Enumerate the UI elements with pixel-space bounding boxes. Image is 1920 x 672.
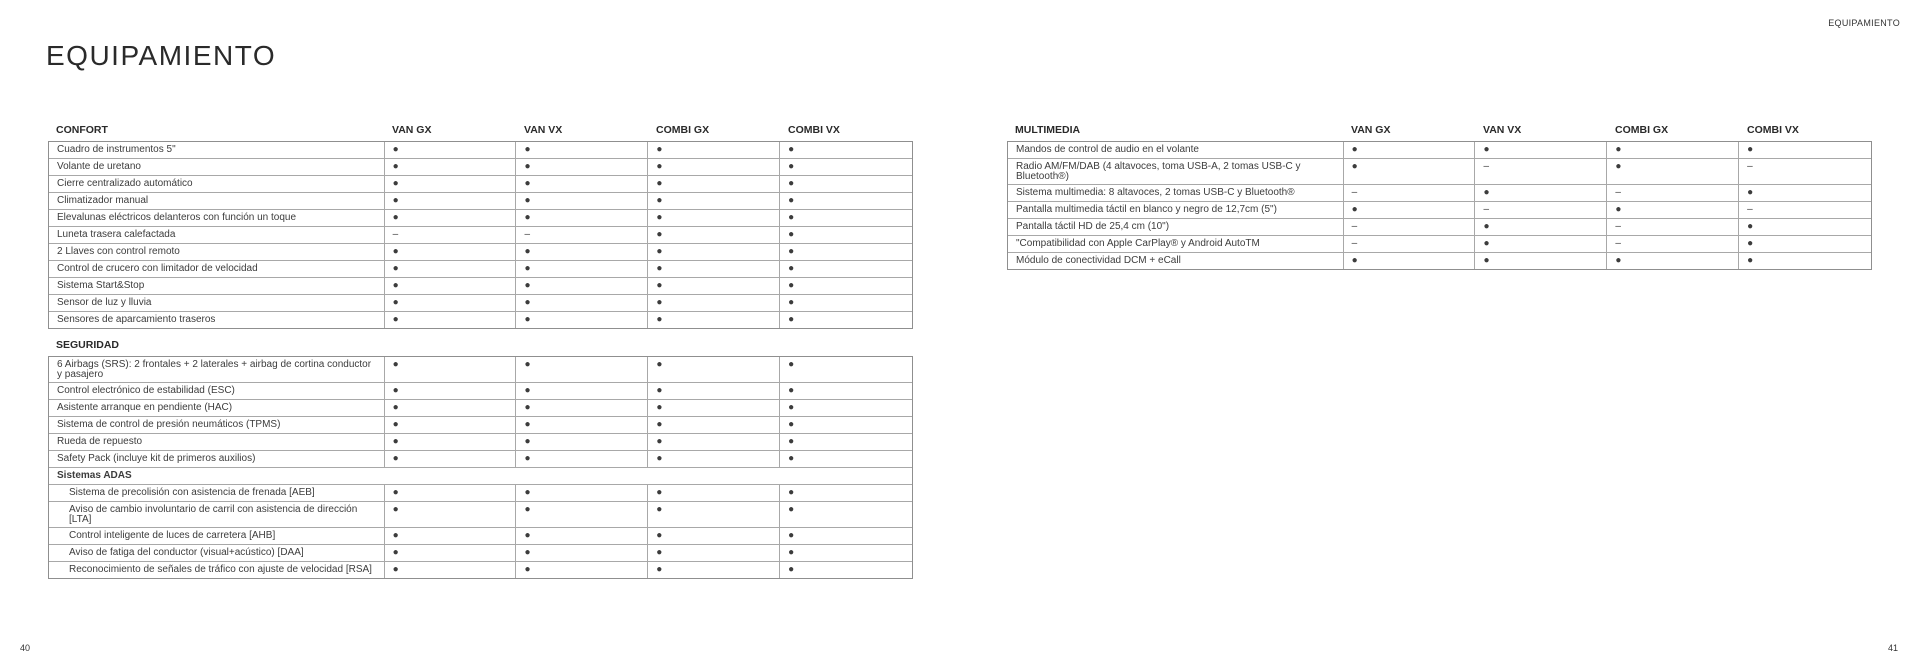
table-row bbox=[49, 544, 912, 561]
row-label: Climatizador manual bbox=[49, 193, 385, 209]
adas-title: Sistemas ADAS bbox=[57, 470, 132, 481]
row-label: Radio AM/FM/DAB (4 altavoces, toma USB-A, 2 tomas USB-C y Bluetooth®) bbox=[1008, 159, 1344, 184]
row-value: ● bbox=[516, 502, 648, 527]
row-value: – bbox=[1344, 236, 1476, 252]
row-value: ● bbox=[516, 278, 648, 294]
row-label: 2 Llaves con control remoto bbox=[49, 244, 385, 260]
table-row bbox=[49, 433, 912, 450]
row-value: ● bbox=[516, 357, 648, 382]
row-value: ● bbox=[648, 528, 780, 544]
row-value: ● bbox=[516, 528, 648, 544]
row-value: ● bbox=[788, 229, 795, 240]
right-page-tables bbox=[1007, 120, 1872, 270]
row-label: Control de crucero con limitador de velocidad bbox=[49, 261, 385, 277]
row-label: Sistema Start&Stop bbox=[49, 278, 385, 294]
row-label: Control inteligente de luces de carretera [AHB] bbox=[49, 528, 385, 544]
table-row bbox=[49, 192, 912, 209]
row-value: ● bbox=[516, 545, 648, 561]
row-value: ● bbox=[1607, 202, 1739, 218]
row-value: ● bbox=[1475, 142, 1607, 158]
row-label: Aviso de cambio involuntario de carril con asistencia de dirección [LTA] bbox=[49, 502, 385, 527]
page-number-left: 40 bbox=[20, 643, 31, 653]
row-value: – bbox=[1747, 161, 1753, 172]
row-value: ● bbox=[788, 280, 795, 291]
row-value: ● bbox=[648, 142, 780, 158]
row-value: ● bbox=[516, 434, 648, 450]
confort-title: CONFORT bbox=[56, 123, 108, 136]
row-value: ● bbox=[1475, 219, 1607, 235]
row-value: ● bbox=[648, 159, 780, 175]
page-title: EQUIPAMIENTO bbox=[46, 40, 277, 71]
left-page-tables bbox=[48, 120, 913, 579]
table-row bbox=[1008, 142, 1871, 158]
row-label: Asistente arranque en pendiente (HAC) bbox=[49, 400, 385, 416]
table-row bbox=[1008, 201, 1871, 218]
table-row bbox=[49, 484, 912, 501]
row-value: ● bbox=[1747, 144, 1754, 155]
row-label: Volante de uretano bbox=[49, 159, 385, 175]
multimedia-table bbox=[1007, 141, 1872, 270]
confort-table bbox=[48, 141, 913, 329]
row-value: ● bbox=[385, 502, 517, 527]
table-row bbox=[49, 527, 912, 544]
row-value: ● bbox=[1344, 142, 1476, 158]
row-label: Reconocimiento de señales de tráfico con ajuste de velocidad [RSA] bbox=[49, 562, 385, 578]
row-value: ● bbox=[1607, 253, 1739, 269]
row-value: ● bbox=[648, 562, 780, 578]
row-value: ● bbox=[516, 383, 648, 399]
table-row bbox=[49, 416, 912, 433]
row-value: ● bbox=[788, 359, 795, 370]
row-value: ● bbox=[385, 451, 517, 467]
row-value: ● bbox=[788, 314, 795, 325]
row-value: ● bbox=[385, 278, 517, 294]
row-value: ● bbox=[788, 436, 795, 447]
row-value: ● bbox=[385, 400, 517, 416]
row-value: ● bbox=[648, 502, 780, 527]
row-value: ● bbox=[1344, 202, 1476, 218]
row-label: Cierre centralizado automático bbox=[49, 176, 385, 192]
table-row bbox=[49, 399, 912, 416]
row-value: ● bbox=[648, 312, 780, 328]
table-row bbox=[49, 260, 912, 277]
row-value: ● bbox=[788, 263, 795, 274]
table-row bbox=[1008, 235, 1871, 252]
row-value: ● bbox=[385, 485, 517, 501]
row-label: Rueda de repuesto bbox=[49, 434, 385, 450]
row-value: – bbox=[1607, 185, 1739, 201]
row-value: ● bbox=[788, 144, 795, 155]
header-section-label: EQUIPAMIENTO bbox=[1828, 18, 1900, 28]
row-label: Luneta trasera calefactada bbox=[49, 227, 385, 243]
col-header: VAN VX bbox=[1483, 123, 1522, 136]
row-value: ● bbox=[1747, 255, 1754, 266]
row-value: ● bbox=[516, 312, 648, 328]
row-value: ● bbox=[648, 227, 780, 243]
row-value: ● bbox=[648, 210, 780, 226]
row-value: ● bbox=[385, 142, 517, 158]
row-value: ● bbox=[648, 357, 780, 382]
row-value: ● bbox=[648, 400, 780, 416]
row-value: ● bbox=[648, 545, 780, 561]
row-value: ● bbox=[385, 434, 517, 450]
row-value: ● bbox=[516, 400, 648, 416]
row-value: ● bbox=[788, 530, 795, 541]
row-value: ● bbox=[788, 402, 795, 413]
row-value: ● bbox=[648, 261, 780, 277]
row-value: ● bbox=[385, 261, 517, 277]
row-value: ● bbox=[516, 451, 648, 467]
row-value: ● bbox=[648, 417, 780, 433]
row-value: ● bbox=[648, 244, 780, 260]
row-value: ● bbox=[1747, 238, 1754, 249]
row-label: Mandos de control de audio en el volante bbox=[1008, 142, 1344, 158]
row-value: ● bbox=[385, 562, 517, 578]
row-label: Pantalla multimedia táctil en blanco y negro de 12,7cm (5") bbox=[1008, 202, 1344, 218]
table-row bbox=[1008, 252, 1871, 269]
table-row bbox=[49, 450, 912, 467]
row-value: ● bbox=[1607, 142, 1739, 158]
col-header: COMBI VX bbox=[788, 123, 840, 136]
row-value: ● bbox=[648, 295, 780, 311]
row-value: – bbox=[1747, 204, 1753, 215]
row-value: ● bbox=[788, 419, 795, 430]
row-value: ● bbox=[788, 178, 795, 189]
row-value: ● bbox=[788, 297, 795, 308]
row-value: ● bbox=[516, 562, 648, 578]
row-value: ● bbox=[516, 244, 648, 260]
row-label: Control electrónico de estabilidad (ESC) bbox=[49, 383, 385, 399]
col-header: VAN VX bbox=[524, 123, 563, 136]
row-value: ● bbox=[516, 261, 648, 277]
row-value: ● bbox=[385, 545, 517, 561]
row-value: ● bbox=[516, 417, 648, 433]
table-row bbox=[49, 501, 912, 527]
row-value: ● bbox=[516, 176, 648, 192]
row-value: ● bbox=[648, 176, 780, 192]
row-value: ● bbox=[788, 564, 795, 575]
row-value: ● bbox=[385, 176, 517, 192]
row-value: ● bbox=[1747, 187, 1754, 198]
table-row bbox=[49, 382, 912, 399]
row-value: ● bbox=[788, 212, 795, 223]
seguridad-header bbox=[48, 335, 913, 354]
row-label: Aviso de fatiga del conductor (visual+acústico) [DAA] bbox=[49, 545, 385, 561]
row-value: ● bbox=[788, 246, 795, 257]
row-value: ● bbox=[385, 528, 517, 544]
row-value: ● bbox=[648, 434, 780, 450]
row-value: ● bbox=[788, 547, 795, 558]
col-header: COMBI GX bbox=[656, 123, 710, 136]
row-value: ● bbox=[385, 210, 517, 226]
row-value: ● bbox=[516, 159, 648, 175]
col-header: VAN GX bbox=[1351, 123, 1391, 136]
row-label: "Compatibilidad con Apple CarPlay® y Android AutoTM bbox=[1008, 236, 1344, 252]
row-value: ● bbox=[648, 193, 780, 209]
row-value: ● bbox=[385, 295, 517, 311]
table-row bbox=[49, 226, 912, 243]
row-value: – bbox=[516, 227, 648, 243]
table-row bbox=[49, 277, 912, 294]
row-value: ● bbox=[1344, 253, 1476, 269]
row-value: – bbox=[385, 227, 517, 243]
row-value: – bbox=[1344, 219, 1476, 235]
row-value: – bbox=[1475, 159, 1607, 184]
row-label: Pantalla táctil HD de 25,4 cm (10") bbox=[1008, 219, 1344, 235]
row-label: Sistema de control de presión neumáticos (TPMS) bbox=[49, 417, 385, 433]
row-label: Sensor de luz y lluvia bbox=[49, 295, 385, 311]
row-value: ● bbox=[385, 417, 517, 433]
row-label: Sistema de precolisión con asistencia de frenada [AEB] bbox=[49, 485, 385, 501]
row-label: Elevalunas eléctricos delanteros con función un toque bbox=[49, 210, 385, 226]
row-value: ● bbox=[1607, 159, 1739, 184]
row-label: Safety Pack (incluye kit de primeros auxilios) bbox=[49, 451, 385, 467]
confort-header bbox=[48, 120, 913, 139]
seguridad-table bbox=[48, 356, 913, 579]
row-value: ● bbox=[648, 451, 780, 467]
row-value: ● bbox=[788, 385, 795, 396]
page-number-right: 41 bbox=[1887, 643, 1898, 653]
seguridad-title: SEGURIDAD bbox=[56, 338, 120, 351]
row-value: ● bbox=[516, 295, 648, 311]
row-value: – bbox=[1607, 236, 1739, 252]
table-row bbox=[49, 357, 912, 382]
row-value: ● bbox=[516, 193, 648, 209]
table-row bbox=[49, 294, 912, 311]
table-row bbox=[1008, 184, 1871, 201]
row-label: Sensores de aparcamiento traseros bbox=[49, 312, 385, 328]
row-label: Cuadro de instrumentos 5" bbox=[49, 142, 385, 158]
table-row bbox=[49, 175, 912, 192]
row-value: ● bbox=[788, 487, 795, 498]
row-value: ● bbox=[648, 383, 780, 399]
table-row bbox=[49, 243, 912, 260]
row-value: ● bbox=[648, 278, 780, 294]
row-value: ● bbox=[1747, 221, 1754, 232]
row-value: ● bbox=[385, 312, 517, 328]
col-header: COMBI GX bbox=[1615, 123, 1669, 136]
row-value: ● bbox=[385, 357, 517, 382]
adas-subheader bbox=[49, 467, 912, 484]
row-value: – bbox=[1475, 202, 1607, 218]
row-value: ● bbox=[385, 193, 517, 209]
row-value: ● bbox=[1475, 185, 1607, 201]
row-value: ● bbox=[385, 383, 517, 399]
row-value: ● bbox=[788, 195, 795, 206]
row-value: – bbox=[1607, 219, 1739, 235]
col-header: VAN GX bbox=[392, 123, 432, 136]
row-value: ● bbox=[788, 453, 795, 464]
row-label: 6 Airbags (SRS): 2 frontales + 2 laterales + airbag de cortina conductor y pasajero bbox=[49, 357, 385, 382]
row-value: – bbox=[1344, 185, 1476, 201]
row-value: ● bbox=[788, 504, 795, 515]
table-row bbox=[49, 142, 912, 158]
row-value: ● bbox=[385, 159, 517, 175]
col-header: COMBI VX bbox=[1747, 123, 1799, 136]
row-value: ● bbox=[1475, 253, 1607, 269]
row-value: ● bbox=[516, 210, 648, 226]
row-value: ● bbox=[788, 161, 795, 172]
multimedia-header bbox=[1007, 120, 1872, 139]
table-row bbox=[49, 158, 912, 175]
table-row bbox=[49, 209, 912, 226]
row-value: ● bbox=[1475, 236, 1607, 252]
row-label: Módulo de conectividad DCM + eCall bbox=[1008, 253, 1344, 269]
row-value: ● bbox=[385, 244, 517, 260]
row-value: ● bbox=[516, 485, 648, 501]
table-row bbox=[1008, 158, 1871, 184]
row-label: Sistema multimedia: 8 altavoces, 2 tomas USB-C y Bluetooth® bbox=[1008, 185, 1344, 201]
row-value: ● bbox=[1344, 159, 1476, 184]
row-value: ● bbox=[516, 142, 648, 158]
table-row bbox=[49, 561, 912, 578]
multimedia-title: MULTIMEDIA bbox=[1015, 123, 1081, 136]
table-row bbox=[49, 311, 912, 328]
table-row bbox=[1008, 218, 1871, 235]
row-value: ● bbox=[648, 485, 780, 501]
